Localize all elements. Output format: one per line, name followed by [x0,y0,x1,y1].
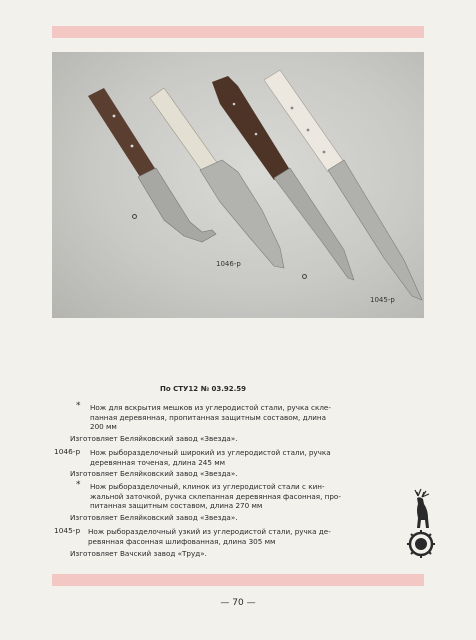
photo-caption-1045: 1045-р [370,296,395,304]
bottom-decorative-band [52,574,424,586]
desc-line: Нож рыборазделочный широкий из углеродистой стали, ручка [90,448,331,457]
desc-line: 200 мм [90,422,117,431]
item-mark: * [76,401,81,411]
standard-reference: По СТУ12 № 03.92.59 [160,385,246,393]
item-description [88,527,331,546]
item-maker: Изготовляет Беляйковский завод «Звезда». [70,434,238,443]
desc-line: Нож для вскрытия мешков из углеродистой стали, ручка скле- [90,403,331,412]
top-decorative-band [52,26,424,38]
desc-line: питанная защитным составом, длина 270 мм [90,501,263,510]
item-description [90,403,331,432]
item-code: 1045-р [54,526,81,535]
desc-line: панная деревянная, пропитанная защитным составом, длина [90,412,326,422]
item-description [90,482,341,511]
marker-dot [302,274,307,279]
item-mark: * [76,480,81,490]
knives-illustration [52,52,424,318]
desc-line: деревянная точеная, длина 245 мм [90,457,226,467]
desc-line: ревянная фасонная шлифованная, длина 305 мм [88,536,276,546]
item-maker: Изготовляет Беляйковский завод «Звезда». [70,513,238,522]
wide-knife [150,88,284,268]
photo-caption-1046: 1046-р [216,260,241,268]
item-code: 1046-р [54,447,81,456]
item-description [90,448,331,467]
page-number: — 70 — [220,598,256,608]
desc-line: Нож рыборазделочный, клинок из углеродистой стали с кин- [90,482,325,491]
desc-line: Нож рыборазделочный узкий из углеродистой стали, ручка де- [88,527,331,536]
hook-knife [88,88,216,242]
deer-emblem-logo [404,488,438,558]
desc-line: жальной заточкой, ручка склепанная деревянная фасонная, про- [90,491,341,501]
marker-dot [132,214,137,219]
knives-photo [52,52,424,318]
item-maker: Изготовляет Вачский завод «Труд». [70,549,207,558]
item-maker: Изготовляет Беляйковский завод «Звезда». [70,469,238,478]
